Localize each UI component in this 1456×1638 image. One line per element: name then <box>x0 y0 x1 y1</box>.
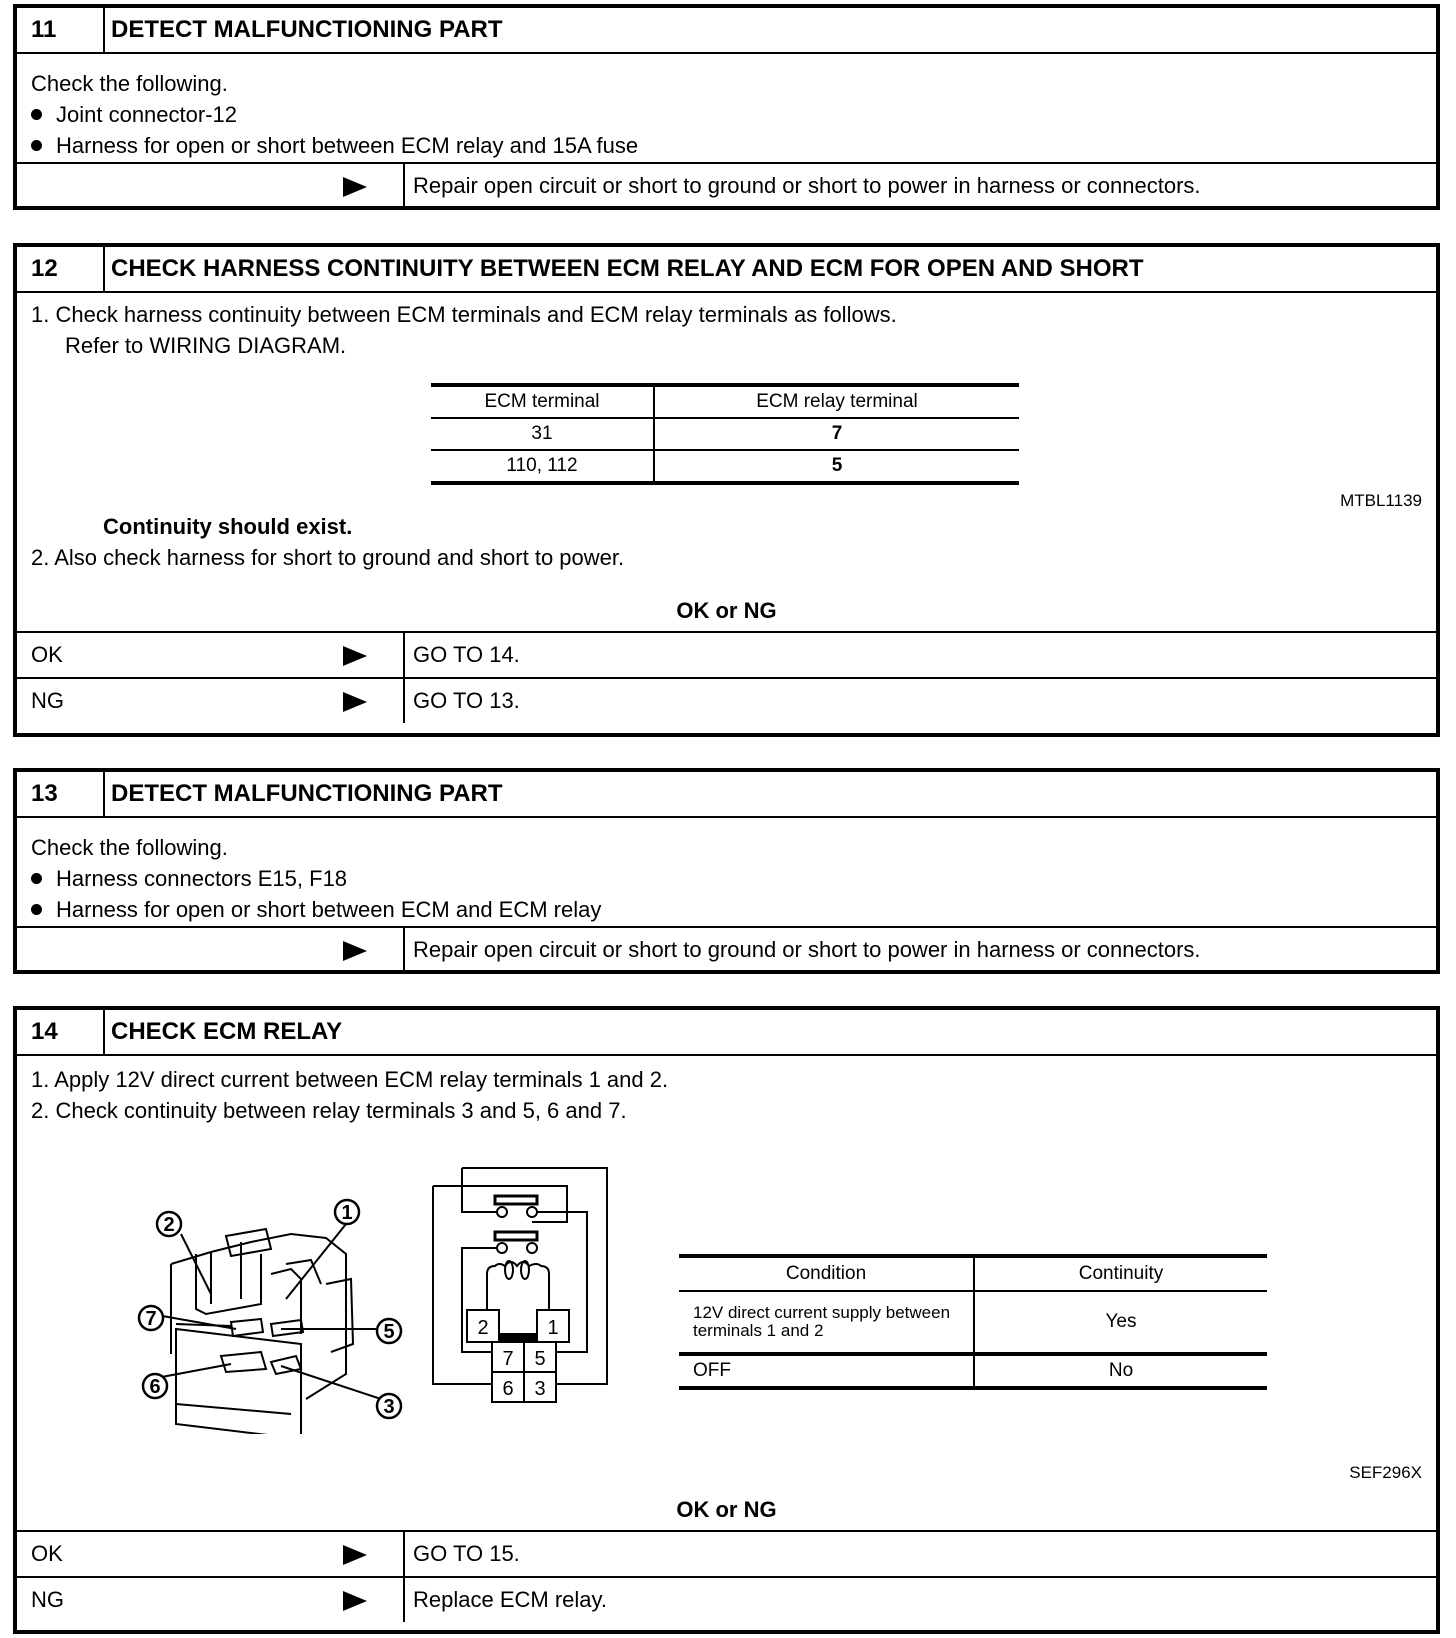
instruction-1: 1. Apply 12V direct current between ECM relay terminals 1 and 2. <box>31 1067 669 1092</box>
ok-ng-label: OK or NG <box>676 1497 777 1522</box>
step-13-box <box>13 768 1440 974</box>
bullet-item: Harness connectors E15, F18 <box>31 863 1422 894</box>
callout-6: 6 <box>149 1376 161 1398</box>
relay-illustration <box>121 1194 421 1434</box>
instruction-2: 2. Also check harness for short to ground and short to power. <box>31 545 625 570</box>
arrow-right-icon <box>343 692 367 712</box>
table-header: ECM relay terminal <box>756 391 918 412</box>
result-row-ng[interactable] <box>17 677 1436 723</box>
result-action: GO TO 13. <box>413 688 520 713</box>
instruction-1: 1. Check harness continuity between ECM terminals and ECM relay terminals as follows. <box>31 302 897 327</box>
arrow-right-icon <box>343 1545 367 1565</box>
bullet-item: Harness for open or short between ECM relay and 15A fuse <box>31 130 1422 161</box>
step-header <box>17 8 1436 54</box>
bullet-item: Joint connector-12 <box>31 99 1422 130</box>
table-cell: 5 <box>831 455 843 476</box>
table-cell: OFF <box>679 1354 974 1388</box>
result-action: Replace ECM relay. <box>413 1587 607 1612</box>
callout-5: 5 <box>383 1321 395 1343</box>
step-14-box <box>13 1006 1440 1634</box>
arrow-right-icon <box>343 941 367 961</box>
terminal-7: 7 <box>502 1348 514 1370</box>
relay-condition-table <box>679 1254 1267 1390</box>
step-header <box>17 1010 1436 1056</box>
figure-code: SEF296X <box>1349 1463 1422 1482</box>
table-cell: Yes <box>1105 1311 1137 1332</box>
result-action: GO TO 15. <box>413 1541 520 1566</box>
step-body <box>17 293 1436 591</box>
result-action: Repair open circuit or short to ground or short to power in harness or connectors. <box>413 173 1201 198</box>
ok-ng-label: OK or NG <box>676 598 777 623</box>
arrow-right-icon <box>343 646 367 666</box>
step-body <box>17 1056 1436 1490</box>
table-header: ECM terminal <box>431 385 654 418</box>
step-title: CHECK HARNESS CONTINUITY BETWEEN ECM RELAY AND ECM FOR OPEN AND SHORT <box>111 255 1144 282</box>
result-row-ok[interactable] <box>17 1530 1436 1576</box>
result-row-ng[interactable] <box>17 1576 1436 1622</box>
table-cell: 31 <box>431 418 654 450</box>
intro-text: Check the following. <box>31 835 228 860</box>
result-label: OK <box>31 642 63 667</box>
instruction-ref: Refer to WIRING DIAGRAM. <box>65 333 347 358</box>
step-body <box>17 54 1436 162</box>
intro-text: Check the following. <box>31 71 228 96</box>
table-cell: 110, 112 <box>431 450 654 483</box>
callout-3: 3 <box>383 1396 395 1418</box>
table-cell: No <box>1108 1360 1134 1381</box>
table-header: Condition <box>679 1256 974 1291</box>
step-number: 13 <box>17 772 105 816</box>
step-title: CHECK ECM RELAY <box>111 1018 343 1045</box>
callout-1: 1 <box>341 1202 353 1224</box>
step-11-box <box>13 4 1440 210</box>
terminal-1: 1 <box>547 1317 559 1339</box>
result-action: Repair open circuit or short to ground or short to power in harness or connectors. <box>413 937 1201 962</box>
step-title: DETECT MALFUNCTIONING PART <box>111 780 503 807</box>
step-12-box <box>13 243 1440 737</box>
table-cell: 7 <box>831 423 843 444</box>
terminal-2: 2 <box>477 1317 489 1339</box>
table-cell: 12V direct current supply between terminals 1 and 2 <box>679 1291 974 1354</box>
bullet-item: Harness for open or short between ECM and ECM relay <box>31 894 1422 925</box>
result-action: GO TO 14. <box>413 642 520 667</box>
result-label: NG <box>31 1587 64 1612</box>
step-number: 11 <box>17 8 105 52</box>
terminal-3: 3 <box>534 1378 546 1400</box>
step-body <box>17 818 1436 926</box>
instruction-2: 2. Check continuity between relay terminals 3 and 5, 6 and 7. <box>31 1098 627 1123</box>
step-title: DETECT MALFUNCTIONING PART <box>111 16 503 43</box>
figure-code: MTBL1139 <box>1340 491 1422 510</box>
relay-schematic <box>427 1162 627 1414</box>
step-number: 14 <box>17 1010 105 1054</box>
step-header <box>17 772 1436 818</box>
terminal-6: 6 <box>502 1378 514 1400</box>
continuity-table <box>431 383 1019 485</box>
step-number: 12 <box>17 247 105 291</box>
arrow-right-icon <box>343 177 367 197</box>
result-label: OK <box>31 1541 63 1566</box>
arrow-right-icon <box>343 1591 367 1611</box>
continuity-note: Continuity should exist. <box>103 514 353 539</box>
result-row-ok[interactable] <box>17 631 1436 677</box>
callout-2: 2 <box>163 1214 175 1236</box>
result-row[interactable] <box>17 926 1436 972</box>
callout-7: 7 <box>145 1308 157 1330</box>
result-label: NG <box>31 688 64 713</box>
result-row[interactable] <box>17 162 1436 208</box>
terminal-5: 5 <box>534 1348 546 1370</box>
table-header: Continuity <box>1078 1263 1164 1284</box>
step-header <box>17 247 1436 293</box>
